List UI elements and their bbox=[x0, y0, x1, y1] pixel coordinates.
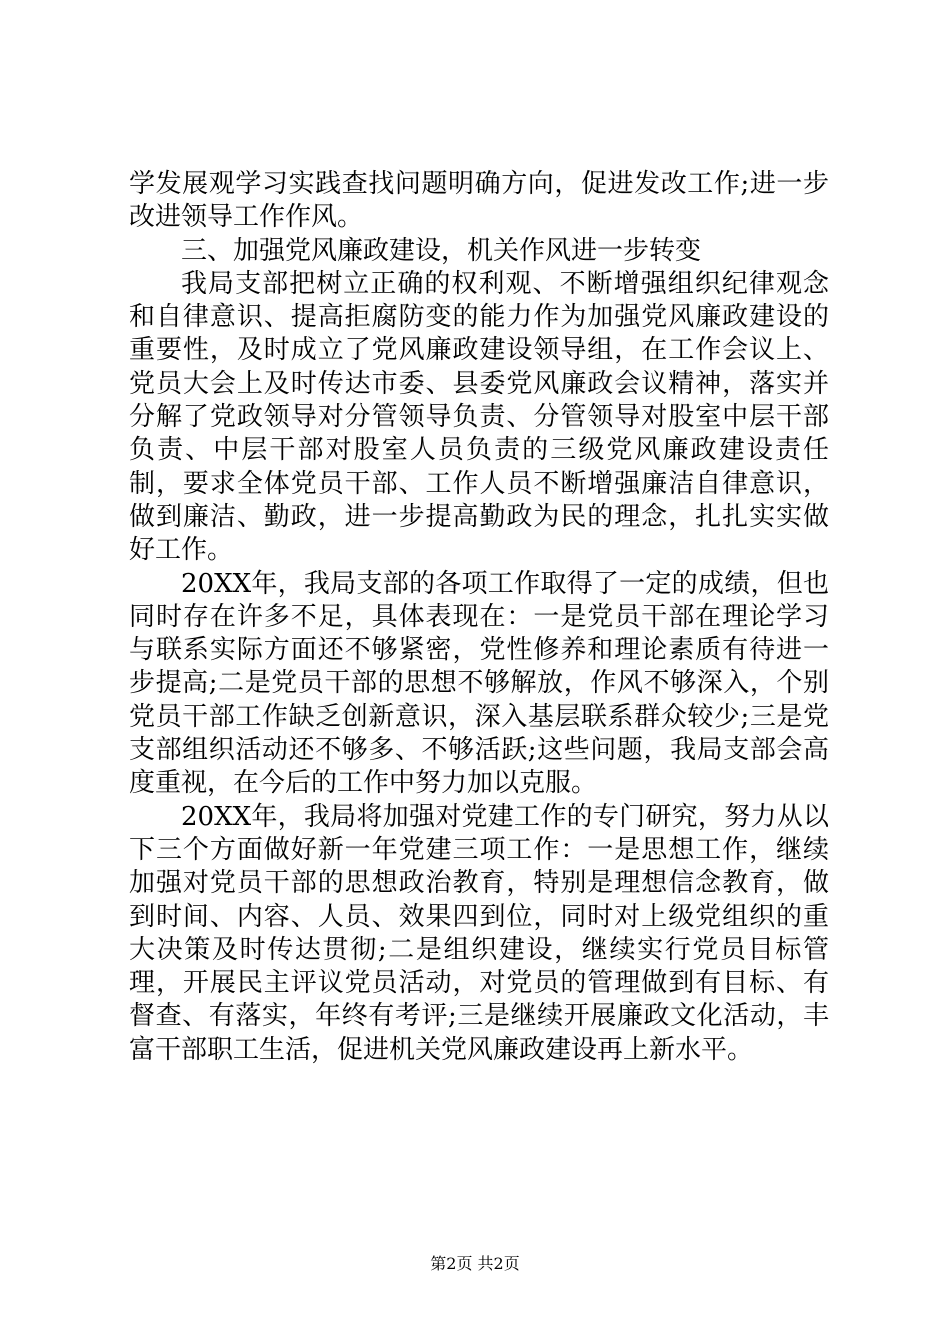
page-footer: 第2页 共2页 bbox=[430, 1254, 520, 1273]
paragraph: 20XX年，我局将加强对党建工作的专门研究，努力从以下三个方面做好新一年党建三项工作：一是思想工作，继续加强对党员干部的思想政治教育，特别是理想信念教育，做到时间、内容、人员、效果四到位，同时对上级党组织的重大决策及时传达贯彻;二是组织建设，继续实行党员目标管理，开展民主评议党员活动，对党员的管理做到有目标、有督查、有落实，年终有考评;三是继续开展廉政文化活动，丰富干部职工生活，促进机关党风廉政建设再上新水平。 bbox=[129, 801, 829, 1065]
paragraph: 20XX年，我局支部的各项工作取得了一定的成绩，但也同时存在许多不足，具体表现在：一是党员干部在理论学习与联系实际方面还不够紧密，党性修养和理论素质有待进一步提高;二是党员干部的思想不够解放，作风不够深入，个别党员干部工作缺乏创新意识，深入基层联系群众较少;三是党支部组织活动还不够多、不够活跃;这些问题，我局支部会高度重视，在今后的工作中努力加以克服。 bbox=[129, 568, 829, 799]
document-body bbox=[129, 168, 829, 1067]
paragraph: 我局支部把树立正确的权利观、不断增强组织纪律观念和自律意识、提高拒腐防变的能力作为加强党风廉政建设的重要性，及时成立了党风廉政建设领导组，在工作会议上、党员大会上及时传达市委、县委党风廉政会议精神，落实并分解了党政领导对分管领导负责、分管领导对股室中层干部负责、中层干部对股室人员负责的三级党风廉政建设责任制，要求全体党员干部、工作人员不断增强廉洁自律意识，做到廉洁、勤政，进一步提高勤政为民的理念，扎扎实实做好工作。 bbox=[129, 268, 829, 566]
section-heading: 三、加强党风廉政建设，机关作风进一步转变 bbox=[181, 235, 702, 266]
paragraph-continuation: 学发展观学习实践查找问题明确方向，促进发改工作;进一步改进领导工作作风。 bbox=[129, 169, 829, 233]
